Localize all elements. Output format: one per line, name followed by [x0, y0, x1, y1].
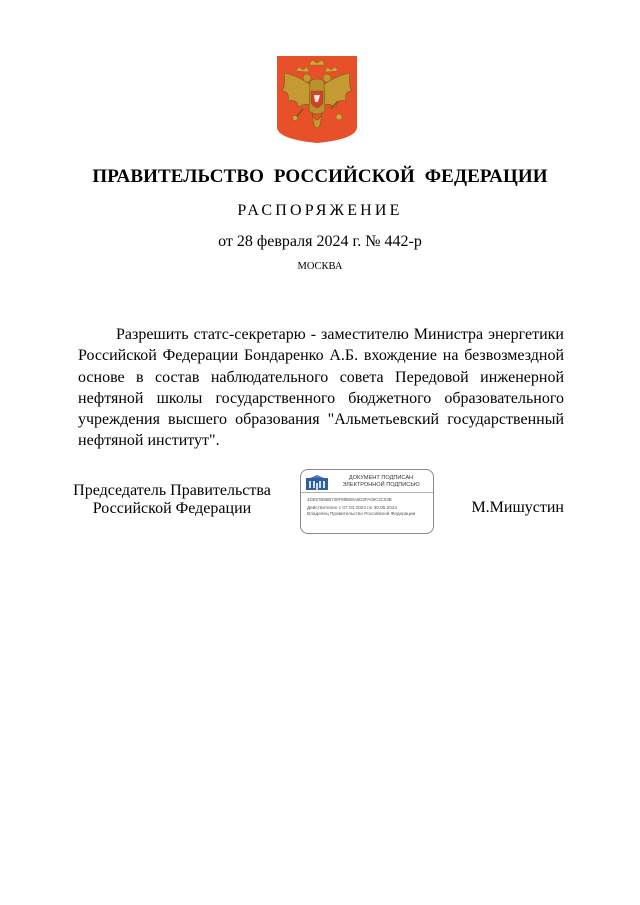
directive-body-text: Разрешить статс-секретарю - заместителю Министра энергетики Российской Федерации Бондаренко А.Б. вхождение на безвозмездной основе в состав наблюдательного совета Передовой инженерной нефтяной школы государственного бюджетного образовательного учреждения высшего образования "Альметьевский государственный нефтяной институт".: [78, 326, 564, 450]
certificate-validity: Действителен с 07.03.2023 по 30.05.2024: [307, 505, 398, 510]
electronic-signature-stamp: [300, 469, 434, 534]
certificate-owner: Владелец Правительство Российской Федерации: [307, 511, 416, 516]
signer-position: Председатель Правительства Российской Федерации: [73, 482, 271, 517]
coat-of-arms-emblem: [276, 55, 358, 144]
document-city: МОСКВА: [297, 261, 343, 272]
building-icon: [306, 475, 328, 490]
signer-name: М.Мишустин: [471, 499, 564, 516]
organization-title: ПРАВИТЕЛЬСТВО РОССИЙСКОЙ ФЕДЕРАЦИИ: [92, 166, 548, 187]
certificate-number: 4DE57B86B730F88B06A6D3FA09C3C03B: [307, 497, 392, 502]
stamp-header: [301, 470, 433, 493]
document-date-number: от 28 февраля 2024 г. № 442-р: [218, 233, 422, 250]
document-type: РАСПОРЯЖЕНИЕ: [237, 202, 403, 219]
stamp-title: ДОКУМЕНТ ПОДПИСАН ЭЛЕКТРОННОЙ ПОДПИСЬЮ: [342, 475, 420, 488]
